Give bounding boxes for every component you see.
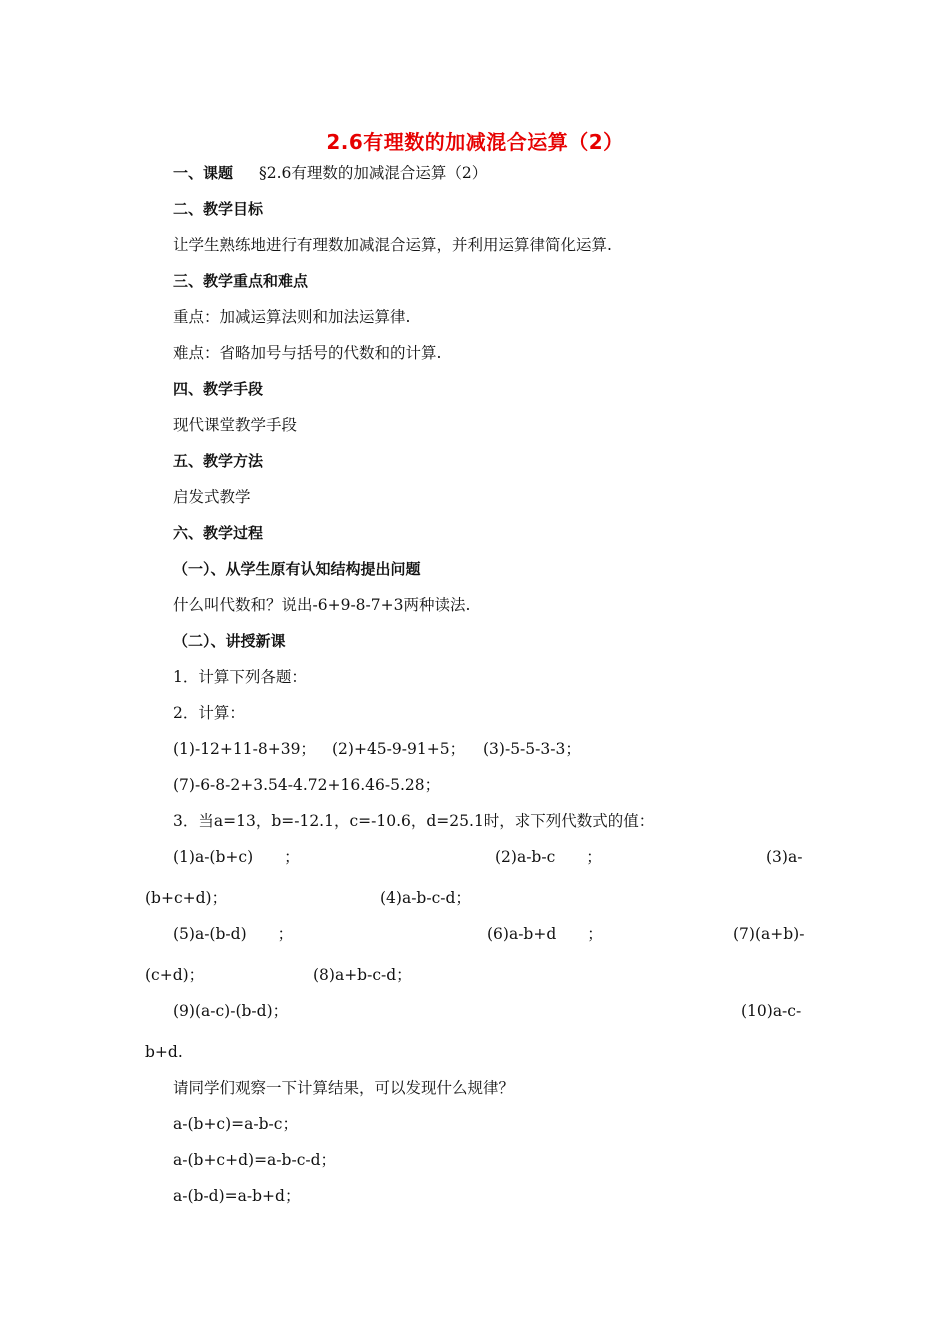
goal-text: 让学生熟练地进行有理数加减混合运算，并利用运算律简化运算.: [173, 236, 612, 254]
method-heading: 五、教学方法: [173, 452, 264, 470]
means-text: 现代课堂教学手段: [173, 416, 298, 434]
expr-5: (5)a-(b-d) ；: [173, 925, 294, 943]
topic-heading-label: 一、课题: [173, 164, 234, 182]
calc-7: (7)-6-8-2+3.54-4.72+16.46-5.28；: [173, 776, 441, 794]
item-2: 2．计算：: [173, 704, 245, 722]
key-heading: 三、教学重点和难点: [173, 272, 309, 290]
calc-1: (1)-12+11-8+39；: [173, 740, 316, 758]
rule-1: a-(b+c)=a-b-c；: [173, 1115, 298, 1133]
part2-heading: （二）、讲授新课: [173, 632, 286, 650]
observe-prompt: 请同学们观察一下计算结果，可以发现什么规律？: [173, 1079, 515, 1097]
process-heading: 六、教学过程: [173, 524, 264, 542]
expr-1: (1)a-(b+c) ；: [173, 848, 300, 866]
expr-3-start: (3)a-: [766, 848, 803, 866]
expr-3-end: (b+c+d)；: [145, 889, 228, 907]
goal-heading: 二、教学目标: [173, 200, 264, 218]
item-1: 1．计算下列各题：: [173, 668, 307, 686]
difficult-point: 难点：省略加号与括号的代数和的计算.: [173, 344, 442, 362]
expr-7-start: (7)(a+b)-: [733, 925, 805, 943]
topic-heading: [173, 163, 255, 183]
expr-9: (9)(a-c)-(b-d)；: [173, 1002, 289, 1020]
expr-4: (4)a-b-c-d；: [380, 889, 471, 907]
expr-10-start: (10)a-c-: [741, 1002, 802, 1020]
expr-2: (2)a-b-c ；: [495, 848, 602, 866]
key-point: 重点：加减运算法则和加法运算律.: [173, 308, 411, 326]
topic-text: §2.6有理数的加减混合运算（2）: [259, 164, 488, 182]
calc-2: (2)+45-9-91+5；: [332, 740, 466, 758]
rule-2: a-(b+c+d)=a-b-c-d；: [173, 1151, 337, 1169]
expr-10-end: b+d.: [145, 1043, 183, 1061]
calc-3: (3)-5-5-3-3；: [483, 740, 581, 758]
part1-text: 什么叫代数和？说出-6+9-8-7+3两种读法.: [173, 596, 471, 614]
expr-7-end: (c+d)；: [145, 966, 205, 984]
item-3: 3．当a=13，b=-12.1，c=-10.6，d=25.1时，求下列代数式的值：: [173, 812, 655, 830]
expr-6: (6)a-b+d ；: [487, 925, 603, 943]
expr-8: (8)a+b-c-d；: [313, 966, 412, 984]
part1-heading: （一）、从学生原有认知结构提出问题: [173, 560, 421, 578]
rule-3: a-(b-d)=a-b+d；: [173, 1187, 301, 1205]
document-title: 2.6有理数的加减混合运算（2）: [326, 130, 624, 154]
means-heading: 四、教学手段: [173, 380, 264, 398]
method-text: 启发式教学: [173, 488, 251, 506]
